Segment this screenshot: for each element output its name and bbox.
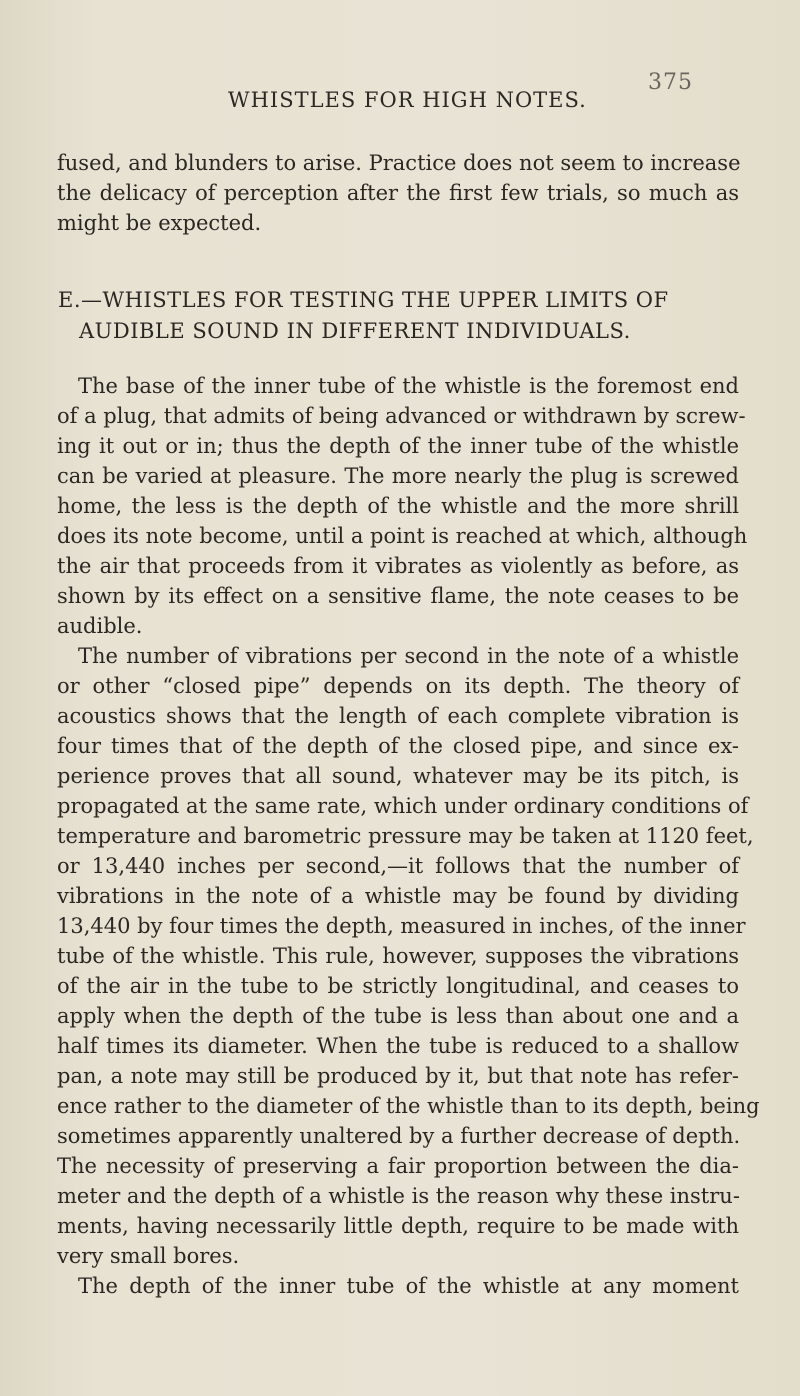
text-line: or 13,440 inches per second,—it follows that the number of	[57, 854, 739, 878]
text-line: temperature and barometric pressure may be taken at 1120 feet,	[57, 824, 754, 848]
page-number: 375	[648, 70, 693, 95]
text-line: The base of the inner tube of the whistle is the foremost end	[78, 374, 739, 398]
text-line: The number of vibrations per second in the note of a whistle	[78, 644, 739, 668]
text-line: tube of the whistle. This rule, however, supposes the vibrations	[57, 944, 739, 968]
text-line: can be varied at pleasure. The more nearly the plug is screwed	[57, 464, 739, 488]
intro-paragraph	[57, 148, 739, 238]
text-line: might be expected.	[57, 211, 262, 235]
section-body	[57, 371, 760, 1301]
text-line: ence rather to the diameter of the whistle than to its depth, being	[57, 1094, 760, 1118]
text-line: the delicacy of perception after the first few trials, so much as	[57, 181, 739, 205]
text-line: or other “closed pipe” depends on its depth. The theory of	[57, 674, 739, 698]
text-line: ments, having necessarily little depth, require to be made with	[57, 1214, 739, 1238]
section-heading-line: E.—WHISTLES FOR TESTING THE UPPER LIMITS OF	[58, 288, 669, 312]
section-heading-line: AUDIBLE SOUND IN DIFFERENT INDIVIDUALS.	[79, 319, 631, 343]
text-line: shown by its effect on a sensitive flame, the note ceases to be	[57, 584, 739, 608]
text-line: does its note become, until a point is reached at which, although	[57, 524, 748, 548]
section-heading	[58, 285, 748, 347]
text-line: of a plug, that admits of being advanced or withdrawn by screw-	[57, 404, 746, 428]
text-line: acoustics shows that the length of each complete vibration is	[57, 704, 739, 728]
text-line: 13,440 by four times the depth, measured in inches, of the inner	[57, 914, 746, 938]
text-line: very small bores.	[57, 1244, 240, 1268]
text-line: of the air in the tube to be strictly longitudinal, and ceases to	[57, 974, 739, 998]
text-line: ing it out or in; thus the depth of the inner tube of the whistle	[57, 434, 739, 458]
text-line: The depth of the inner tube of the whistle at any moment	[78, 1274, 739, 1298]
text-line: meter and the depth of a whistle is the reason why these instru-	[57, 1184, 740, 1208]
text-line: vibrations in the note of a whistle may be found by dividing	[57, 884, 739, 908]
text-line: four times that of the depth of the closed pipe, and since ex-	[57, 734, 739, 758]
text-line: apply when the depth of the tube is less than about one and a	[57, 1004, 739, 1028]
text-line: fused, and blunders to arise. Practice does not seem to increase	[57, 151, 741, 175]
running-head: WHISTLES FOR HIGH NOTES.	[228, 88, 587, 112]
text-line: sometimes apparently unaltered by a further decrease of depth.	[57, 1124, 741, 1148]
text-line: The necessity of preserving a fair proportion between the dia-	[57, 1154, 739, 1178]
text-line: perience proves that all sound, whatever may be its pitch, is	[57, 764, 739, 788]
text-line: propagated at the same rate, which under ordinary conditions of	[57, 794, 749, 818]
text-line: pan, a note may still be produced by it, but that note has refer-	[57, 1064, 739, 1088]
text-line: audible.	[57, 614, 143, 638]
text-line: home, the less is the depth of the whistle and the more shrill	[57, 494, 739, 518]
text-line: half times its diameter. When the tube is reduced to a shallow	[57, 1034, 739, 1058]
text-line: the air that proceeds from it vibrates as violently as before, as	[57, 554, 739, 578]
